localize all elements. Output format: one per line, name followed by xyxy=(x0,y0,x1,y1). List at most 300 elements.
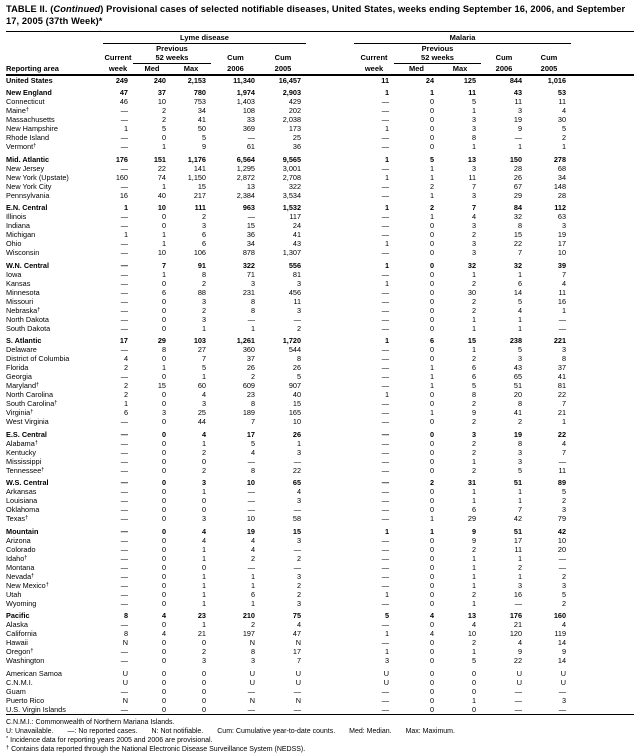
row-tail xyxy=(571,514,634,523)
lyme-value-cell: 4 xyxy=(250,447,255,457)
lyme-value-cell: 0 xyxy=(161,456,166,466)
malaria-value-cell: 0 xyxy=(429,447,435,457)
lyme-value-cell: 0 xyxy=(161,598,166,608)
column-gap xyxy=(306,97,354,106)
table-row xyxy=(6,665,634,678)
lyme-value-cell: 3 xyxy=(296,598,302,608)
column-gap xyxy=(306,381,354,390)
lyme-value-cell: 3 xyxy=(201,399,206,409)
malaria-value-cell: 0 xyxy=(429,296,435,306)
lyme-value-cell: 10 xyxy=(157,248,166,258)
lyme-value-cell: 0 xyxy=(201,695,206,705)
malaria-value-cell: — xyxy=(381,496,390,506)
malaria-value-cell: 19 xyxy=(557,230,567,240)
lyme-value-cell: 6,564 xyxy=(236,154,255,164)
dagger-footnote-marker: † xyxy=(6,744,10,751)
lyme-value-cell: — xyxy=(120,323,128,333)
col-header-current-lyme: Current xyxy=(104,53,132,63)
malaria-value-cell: 0 xyxy=(429,124,435,134)
lyme-value-cell: 0 xyxy=(161,553,166,563)
lyme-value-cell: 2 xyxy=(201,447,206,457)
reporting-area-cell: Alaska xyxy=(6,620,28,630)
reporting-area-cell: Pacific xyxy=(6,611,30,621)
lyme-value-cell: — xyxy=(120,163,128,173)
row-tail xyxy=(571,381,634,390)
malaria-value-cell: 15 xyxy=(513,230,523,240)
malaria-value-cell: 42 xyxy=(513,514,523,524)
lyme-value-cell: 369 xyxy=(242,124,255,134)
reporting-area-cell: Colorado xyxy=(6,544,36,554)
lyme-value-cell: — xyxy=(120,465,128,475)
row-tail xyxy=(571,572,634,581)
column-gap xyxy=(306,354,354,363)
column-gap xyxy=(306,665,354,678)
malaria-value-cell: — xyxy=(381,535,390,545)
reporting-area-cell: Georgia xyxy=(6,372,32,382)
malaria-value-cell: 41 xyxy=(557,372,567,382)
legend-item: Cum: Cumulative year-to-date counts. xyxy=(217,727,336,735)
table-row xyxy=(6,239,634,248)
malaria-value-cell: — xyxy=(381,487,390,497)
malaria-value-cell: 0 xyxy=(429,142,435,152)
malaria-value-cell: 0 xyxy=(429,260,435,270)
malaria-value-cell: 1 xyxy=(517,314,523,324)
lyme-value-cell: 0 xyxy=(161,487,166,497)
lyme-value-cell: 2,153 xyxy=(187,75,206,85)
malaria-value-cell: 150 xyxy=(509,154,523,164)
reporting-area-cell: S. Atlantic xyxy=(6,336,42,346)
malaria-value-cell: 1 xyxy=(384,88,390,98)
row-tail xyxy=(571,696,634,705)
malaria-value-cell: — xyxy=(558,314,567,324)
malaria-value-cell: 3 xyxy=(561,505,567,515)
malaria-value-cell: 14 xyxy=(557,638,567,648)
reporting-area-cell: W.N. Central xyxy=(6,260,49,270)
lyme-value-cell: 40 xyxy=(157,190,166,200)
empty-header-cell xyxy=(6,43,103,53)
lyme-value-cell: — xyxy=(120,580,128,590)
row-tail xyxy=(571,124,634,133)
lyme-value-cell: 43 xyxy=(292,239,302,249)
reporting-area-cell: Nevada† xyxy=(6,571,35,581)
lyme-value-cell: — xyxy=(120,133,128,143)
lyme-value-cell: 1 xyxy=(201,544,206,554)
col-header-max-malaria: Max xyxy=(439,63,481,75)
table-row xyxy=(6,705,634,715)
row-tail xyxy=(571,142,634,151)
malaria-value-cell: 1 xyxy=(429,212,435,222)
dagger-footnote-marker: † xyxy=(37,306,41,313)
table-row xyxy=(6,608,634,621)
malaria-value-cell: 0 xyxy=(429,417,435,427)
footnotes xyxy=(6,718,634,754)
reporting-area-cell: Delaware xyxy=(6,345,37,355)
lyme-value-cell: 1,150 xyxy=(187,172,206,182)
table-row xyxy=(6,97,634,106)
row-tail xyxy=(571,333,634,346)
lyme-value-cell: 44 xyxy=(197,417,206,427)
reporting-area-cell: New York City xyxy=(6,181,52,191)
lyme-value-cell: 0 xyxy=(161,544,166,554)
lyme-value-cell: 23 xyxy=(246,390,255,400)
column-gap xyxy=(306,638,354,647)
lyme-value-cell: — xyxy=(120,181,128,191)
column-gap xyxy=(306,536,354,545)
malaria-value-cell: 2 xyxy=(471,438,477,448)
lyme-value-cell: 1 xyxy=(123,399,128,409)
malaria-value-cell: 238 xyxy=(509,336,523,346)
malaria-value-cell: 0 xyxy=(429,345,435,355)
reporting-area-cell: Puerto Rico xyxy=(6,695,45,705)
malaria-value-cell: 221 xyxy=(553,336,567,346)
lyme-value-cell: — xyxy=(120,505,128,515)
malaria-value-cell: 1 xyxy=(384,172,390,182)
malaria-value-cell: 5 xyxy=(471,97,477,107)
lyme-value-cell: 3 xyxy=(161,408,166,418)
lyme-value-cell: 202 xyxy=(288,106,302,116)
lyme-value-cell: 50 xyxy=(197,124,206,134)
column-gap xyxy=(306,151,354,164)
lyme-value-cell: 5 xyxy=(296,372,302,382)
lyme-value-cell: 3 xyxy=(296,278,302,288)
lyme-value-cell: — xyxy=(247,686,255,696)
row-tail xyxy=(571,200,634,213)
malaria-value-cell: — xyxy=(558,456,567,466)
lyme-value-cell: 2 xyxy=(161,115,166,125)
table-row xyxy=(6,372,634,381)
malaria-value-cell: 0 xyxy=(429,248,435,258)
column-gap xyxy=(306,306,354,315)
lyme-value-cell: 65 xyxy=(292,478,302,488)
malaria-value-cell: 4 xyxy=(471,212,477,222)
row-tail xyxy=(571,363,634,372)
malaria-value-cell: — xyxy=(381,704,390,714)
col-header-2005-lyme: 2005 xyxy=(260,63,306,75)
row-tail xyxy=(571,448,634,457)
malaria-value-cell: 1 xyxy=(384,203,390,213)
malaria-value-cell: 20 xyxy=(513,390,523,400)
lyme-value-cell: — xyxy=(120,447,128,457)
lyme-value-cell: — xyxy=(120,438,128,448)
malaria-value-cell: — xyxy=(381,571,390,581)
lyme-value-cell: — xyxy=(120,598,128,608)
column-gap xyxy=(306,53,354,64)
column-gap xyxy=(306,115,354,124)
table-row xyxy=(6,475,634,488)
table-row xyxy=(6,590,634,599)
malaria-value-cell: 68 xyxy=(557,163,567,173)
column-gap xyxy=(306,656,354,665)
malaria-value-cell: 16 xyxy=(557,296,567,306)
row-tail xyxy=(571,629,634,638)
lyme-value-cell: 2 xyxy=(201,465,206,475)
lyme-value-cell: 2 xyxy=(201,305,206,315)
lyme-value-cell: 8 xyxy=(123,629,128,639)
table-row xyxy=(6,647,634,656)
lyme-value-cell: 17 xyxy=(292,647,302,657)
lyme-value-cell: — xyxy=(120,417,128,427)
reporting-area-cell: West Virginia xyxy=(6,417,49,427)
empty-header-cell xyxy=(103,43,133,53)
lyme-value-cell: 0 xyxy=(201,456,206,466)
lyme-value-cell: 0 xyxy=(161,438,166,448)
reporting-area-cell: Mid. Atlantic xyxy=(6,154,50,164)
lyme-value-cell: 1 xyxy=(161,142,166,152)
reporting-area-cell: New England xyxy=(6,88,52,98)
empty-header-cell xyxy=(527,43,571,53)
col-header-med-malaria: Med xyxy=(394,63,439,75)
malaria-value-cell: 34 xyxy=(557,172,567,182)
empty-header-cell xyxy=(6,31,103,43)
malaria-value-cell: 5 xyxy=(561,487,567,497)
lyme-value-cell: 21 xyxy=(197,629,206,639)
malaria-value-cell: 13 xyxy=(467,154,477,164)
row-tail xyxy=(571,345,634,354)
malaria-value-cell: 9 xyxy=(471,408,477,418)
lyme-value-cell: 81 xyxy=(292,269,302,279)
lyme-value-cell: 6 xyxy=(201,239,206,249)
malaria-value-cell: 2 xyxy=(429,203,435,213)
malaria-value-cell: 19 xyxy=(513,115,523,125)
legend-item: N: Not notifiable. xyxy=(151,727,204,735)
lyme-value-cell: 7 xyxy=(296,656,302,666)
malaria-value-cell: 3 xyxy=(517,456,523,466)
malaria-value-cell: 0 xyxy=(429,390,435,400)
malaria-value-cell: 41 xyxy=(513,408,523,418)
malaria-value-cell: 3 xyxy=(471,429,477,439)
reporting-area-cell: Alabama† xyxy=(6,438,38,448)
malaria-value-cell: 176 xyxy=(509,611,523,621)
malaria-value-cell: 10 xyxy=(467,629,477,639)
malaria-value-cell: 9 xyxy=(471,526,477,536)
lyme-value-cell: — xyxy=(120,553,128,563)
malaria-value-cell: — xyxy=(381,248,390,258)
lyme-value-cell: 3 xyxy=(296,496,302,506)
dagger-footnote-marker: † xyxy=(41,466,45,473)
lyme-value-cell: 37 xyxy=(246,354,255,364)
lyme-value-cell: 0 xyxy=(161,505,166,515)
malaria-value-cell: 0 xyxy=(471,704,477,714)
table-row xyxy=(6,514,634,523)
row-tail xyxy=(571,270,634,279)
malaria-value-cell: U xyxy=(383,677,390,687)
lyme-value-cell: N xyxy=(122,695,128,705)
malaria-value-cell: 1 xyxy=(471,456,477,466)
col-header-52weeks-lyme: 52 weeks xyxy=(133,53,211,64)
lyme-value-cell: 322 xyxy=(288,181,302,191)
malaria-value-cell: 22 xyxy=(513,239,523,249)
legend-item: U: Unavailable. xyxy=(6,727,54,735)
lyme-value-cell: 1 xyxy=(161,269,166,279)
lyme-value-cell: N xyxy=(122,638,128,648)
legend-item: —: No reported cases. xyxy=(67,727,138,735)
lyme-value-cell: 1 xyxy=(201,580,206,590)
malaria-value-cell: 5 xyxy=(517,345,523,355)
malaria-value-cell: 3 xyxy=(471,248,477,258)
reporting-area-cell: Wisconsin xyxy=(6,248,40,258)
lyme-value-cell: 0 xyxy=(161,620,166,630)
lyme-value-cell: 3 xyxy=(296,571,302,581)
lyme-value-cell: 2 xyxy=(296,323,302,333)
malaria-value-cell: — xyxy=(381,438,390,448)
lyme-value-cell: 2 xyxy=(250,553,255,563)
table-row xyxy=(6,599,634,608)
lyme-value-cell: 1 xyxy=(201,487,206,497)
dagger-footnote-marker: † xyxy=(24,554,28,561)
lyme-value-cell: — xyxy=(120,287,128,297)
lyme-value-cell: 8 xyxy=(123,611,128,621)
malaria-value-cell: 11 xyxy=(381,75,390,85)
malaria-value-cell: 4 xyxy=(561,278,567,288)
column-gap xyxy=(306,572,354,581)
row-tail xyxy=(571,354,634,363)
lyme-value-cell: 1 xyxy=(201,620,206,630)
malaria-value-cell: 3 xyxy=(561,695,567,705)
malaria-value-cell: 39 xyxy=(557,260,567,270)
column-gap xyxy=(306,142,354,151)
lyme-value-cell: 8 xyxy=(250,465,255,475)
lyme-value-cell: 1 xyxy=(201,598,206,608)
column-gap xyxy=(306,545,354,554)
table-row xyxy=(6,306,634,315)
footnote-legend xyxy=(6,727,634,736)
column-gap xyxy=(306,390,354,399)
row-tail xyxy=(571,647,634,656)
malaria-value-cell: 2 xyxy=(471,638,477,648)
malaria-value-cell: 0 xyxy=(429,287,435,297)
lyme-value-cell: — xyxy=(247,487,255,497)
lyme-value-cell: 4 xyxy=(123,354,128,364)
dagger-footnote-marker: † xyxy=(34,439,38,446)
table-row xyxy=(6,487,634,496)
malaria-value-cell: 5 xyxy=(517,465,523,475)
reporting-area-cell: Iowa xyxy=(6,269,22,279)
row-tail xyxy=(571,536,634,545)
malaria-value-cell: 4 xyxy=(429,611,435,621)
lyme-value-cell: 17 xyxy=(119,336,128,346)
row-tail xyxy=(571,230,634,239)
lyme-value-cell: — xyxy=(293,456,302,466)
lyme-value-cell: 544 xyxy=(288,345,302,355)
malaria-value-cell: 8 xyxy=(471,133,477,143)
malaria-value-cell: 844 xyxy=(509,75,523,85)
malaria-value-cell: 32 xyxy=(467,260,477,270)
row-tail xyxy=(571,620,634,629)
reporting-area-cell: Maryland† xyxy=(6,381,40,391)
lyme-value-cell: 2 xyxy=(250,620,255,630)
lyme-value-cell: 0 xyxy=(161,638,166,648)
malaria-value-cell: 1 xyxy=(429,381,435,391)
lyme-value-cell: 15 xyxy=(292,399,302,409)
malaria-value-cell: — xyxy=(381,269,390,279)
table-row xyxy=(6,554,634,563)
lyme-value-cell: — xyxy=(247,456,255,466)
legend-item: Max: Maximum. xyxy=(405,727,455,735)
malaria-value-cell: 0 xyxy=(429,106,435,116)
lyme-value-cell: 1 xyxy=(250,580,255,590)
malaria-value-cell: 2 xyxy=(471,399,477,409)
malaria-value-cell: 7 xyxy=(517,248,523,258)
lyme-value-cell: 1 xyxy=(201,372,206,382)
malaria-value-cell: 2 xyxy=(429,181,435,191)
malaria-value-cell: — xyxy=(381,562,390,572)
row-tail xyxy=(571,563,634,572)
table-row xyxy=(6,324,634,333)
row-tail xyxy=(571,279,634,288)
row-tail xyxy=(571,399,634,408)
lyme-value-cell: 3,001 xyxy=(282,163,302,173)
lyme-value-cell: 1 xyxy=(161,363,166,373)
lyme-value-cell: 75 xyxy=(292,611,302,621)
malaria-value-cell: 11 xyxy=(558,465,567,475)
malaria-value-cell: 1 xyxy=(517,142,523,152)
malaria-value-cell: 1 xyxy=(384,154,390,164)
lyme-value-cell: 15 xyxy=(292,526,302,536)
lyme-value-cell: 103 xyxy=(193,336,206,346)
row-tail xyxy=(571,665,634,678)
malaria-value-cell: 10 xyxy=(557,248,567,258)
row-tail xyxy=(571,678,634,687)
malaria-value-cell: — xyxy=(558,323,567,333)
malaria-value-cell: 13 xyxy=(467,611,477,621)
malaria-value-cell: 4 xyxy=(429,629,435,639)
row-tail xyxy=(571,523,634,536)
malaria-value-cell: — xyxy=(381,620,390,630)
malaria-value-cell: 1 xyxy=(384,526,390,536)
lyme-value-cell: 1 xyxy=(250,571,255,581)
column-gap xyxy=(306,288,354,297)
lyme-value-cell: 2 xyxy=(123,363,128,373)
table-row xyxy=(6,279,634,288)
footnote-provisional-text: Incidence data for reporting years 2005 and 2006 are provisional. xyxy=(10,736,213,744)
row-tail xyxy=(571,581,634,590)
malaria-value-cell: 3 xyxy=(471,163,477,173)
lyme-value-cell: 26 xyxy=(292,429,302,439)
reporting-area-cell: Utah xyxy=(6,589,22,599)
table-row xyxy=(6,656,634,665)
malaria-value-cell: 67 xyxy=(513,181,523,191)
row-tail xyxy=(571,475,634,488)
lyme-value-cell: 0 xyxy=(161,526,166,536)
lyme-value-cell: — xyxy=(120,248,128,258)
malaria-value-cell: 26 xyxy=(513,172,523,182)
malaria-value-cell: — xyxy=(381,429,390,439)
lyme-value-cell: 60 xyxy=(197,381,206,391)
reporting-area-cell: E.N. Central xyxy=(6,203,48,213)
table-row xyxy=(6,545,634,554)
lyme-value-cell: 2,903 xyxy=(282,88,302,98)
lyme-value-cell: 4 xyxy=(250,535,255,545)
malaria-value-cell: 3 xyxy=(471,115,477,125)
lyme-value-cell: 4 xyxy=(161,611,166,621)
lyme-value-cell: 0 xyxy=(161,580,166,590)
malaria-value-cell: — xyxy=(381,372,390,382)
malaria-value-cell: 51 xyxy=(513,478,523,488)
lyme-value-cell: 1 xyxy=(201,589,206,599)
lyme-value-cell: 0 xyxy=(161,656,166,666)
reporting-area-cell: Minnesota xyxy=(6,287,40,297)
empty-header-cell xyxy=(6,53,103,64)
malaria-value-cell: 29 xyxy=(467,514,477,524)
table-row xyxy=(6,115,634,124)
reporting-area-cell: District of Columbia xyxy=(6,354,70,364)
lyme-value-cell: 3 xyxy=(250,278,255,288)
malaria-value-cell: — xyxy=(381,163,390,173)
malaria-value-cell: 120 xyxy=(509,629,523,639)
lyme-value-cell: — xyxy=(120,305,128,315)
lyme-value-cell: 6 xyxy=(250,589,255,599)
column-gap xyxy=(306,426,354,439)
